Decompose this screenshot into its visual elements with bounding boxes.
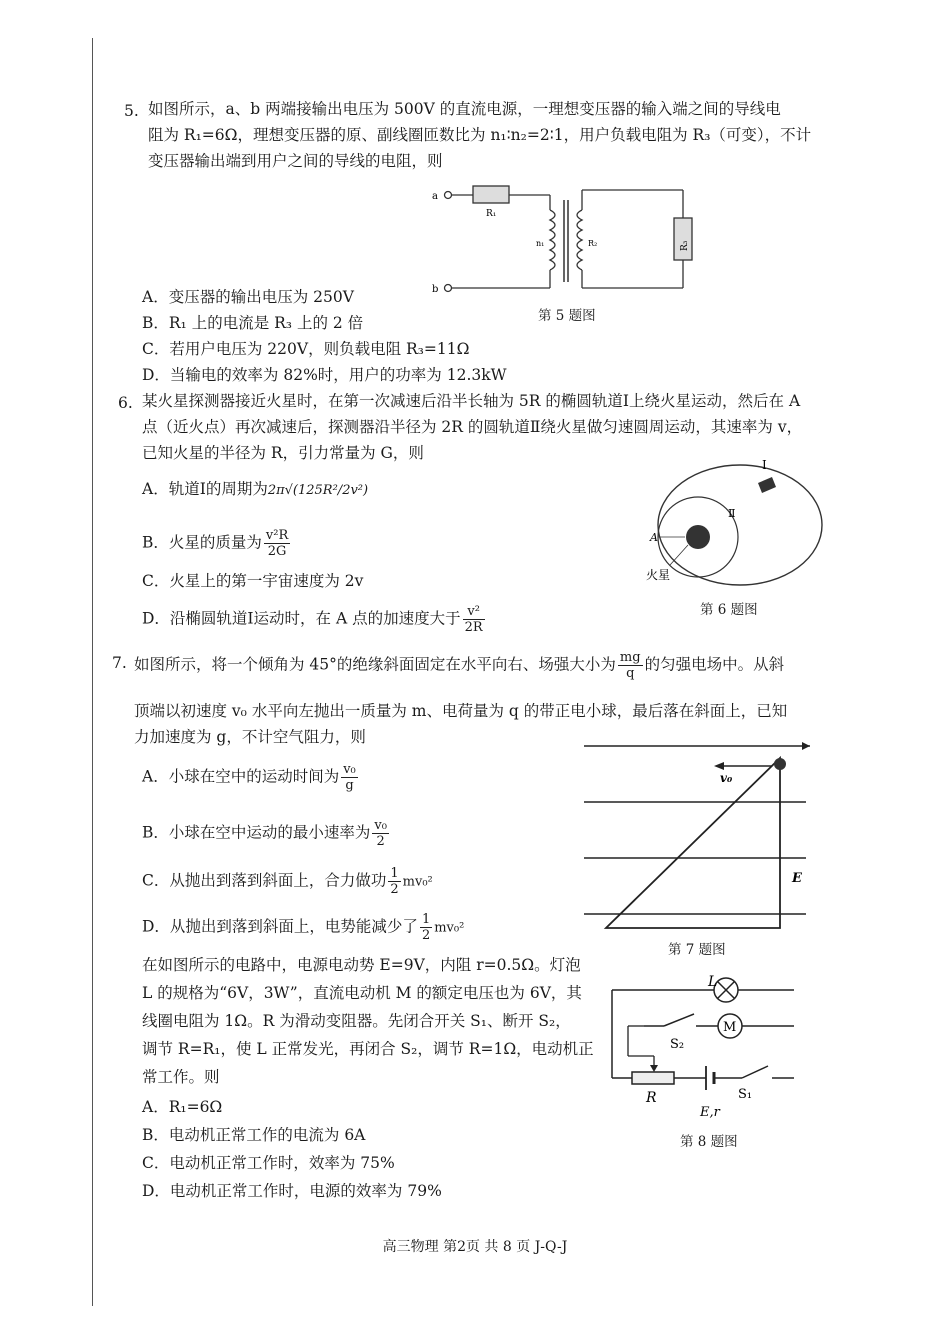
q8-stem-line3: 线圈电阻为 1Ω。R 为滑动变阻器。先闭合开关 S₁、断开 S₂， [142,1012,571,1030]
q7-option-b: B．小球在空中运动的最小速率为 $\frac{\text{v₀}}{2}$ [142,818,387,849]
q5-transformer-diagram [428,170,698,300]
q8-label-M: M [723,1020,737,1035]
q8-stem-line4: 调节 R=R₁，使 L 正常发光，再闭合 S₂，调节 R=1Ω，电动机正 [142,1040,594,1058]
q6-label-mars: 火星 [646,568,671,582]
q7-option-d: D．从抛出到落到斜面上，电势能减少了 $\frac{1}{2}$ mv₀² [142,912,465,943]
q7-incline-diagram [584,738,814,933]
q7-option-a: A．小球在空中的运动时间为 $\frac{\text{v₀}}{g}$ [142,762,356,793]
q5-r1-resistor [473,186,509,203]
q7-option-c: C．从抛出到落到斜面上，合力做功 $\frac{1}{2}$ mv₀² [142,866,433,897]
q5-label-b: b [432,284,439,295]
q6-stem-line2: 点（近火点）再次减速后，探测器沿半径为 2R 的圆轨道Ⅱ绕火星做匀速圆周运动，其速率为 v， [142,418,803,436]
q8-stem-line5: 常工作。则 [142,1068,220,1086]
q7-label-v0: v₀ [720,771,733,785]
q8-option-a: A．R₁=6Ω [142,1098,223,1116]
q6-orbit-diagram [640,455,830,595]
q5-stem-line2: 阻为 R₁=6Ω，理想变压器的原、副线圈匝数比为 n₁∶n₂=2∶1，用户负载电阻为 R₃（可变），不计 [148,126,812,144]
q6-stem-line1: 某火星探测器接近火星时，在第一次减速后沿半长轴为 5R 的椭圆轨道Ⅰ上绕火星运动，然后在 A [142,392,801,410]
q8-figure-caption: 第 8 题图 [680,1134,738,1150]
q8-switch-s1 [742,1066,768,1078]
q8-label-S2: S₂ [670,1037,685,1052]
q6-label-A: A [650,531,658,544]
q5-label-r1: R₁ [486,209,497,219]
q6-option-c: C．火星上的第一宇宙速度为 2v [142,572,364,590]
q5-label-r2: R₂ [588,239,598,248]
q6-option-a-formula: 2π√(125R²/2v²) [267,483,369,498]
q5-stem-line1: 如图所示，a、b 两端接输出电压为 500V 的直流电源，一理想变压器的输入端之间的导线电 [148,100,781,118]
q5-label-coil: n₁ [536,239,545,248]
q6-orbit-I [658,465,822,585]
q5-stem-line3: 变压器输出端到用户之间的导线的电阻，则 [148,152,443,170]
q8-switch-s2 [664,1014,694,1026]
q8-circuit-diagram [604,970,799,1125]
q8-option-c: C．电动机正常工作时，效率为 75% [142,1154,395,1172]
q7-stem-line3: 力加速度为 g，不计空气阻力，则 [134,728,366,746]
q6-label-orbit2: Ⅱ [728,507,736,520]
q5-option-a: A．变压器的输出电压为 250V [142,288,354,306]
page-footer: 高三物理 第2页 共 8 页 J-Q-J [382,1239,568,1255]
q6-option-d: D．沿椭圆轨道Ⅰ运动时，在 A 点的加速度大于 $\frac{\text{v²}}{2R}$ [142,604,483,635]
q5-option-b: B．R₁ 上的电流是 R₃ 上的 2 倍 [142,314,364,332]
q5-number: 5. [124,102,139,120]
binding-margin-line [92,38,93,1306]
q6-figure-caption: 第 6 题图 [700,602,758,618]
q5-figure-caption: 第 5 题图 [538,308,596,324]
q6-probe-icon [758,477,776,493]
q5-option-d: D．当输电的效率为 82%时，用户的功率为 12.3kW [142,366,507,384]
q6-number: 6. [118,394,133,412]
q8-rheostat [632,1072,674,1084]
q6-option-b: B．火星的质量为 $\frac{\text{v²R}}{2G}$ [142,528,289,559]
q7-label-E: E [792,871,802,886]
q7-stem-line1: 如图所示，将一个倾角为 45°的绝缘斜面固定在水平向右、场强大小为 $\frac{mg}{q}$ 的匀强电场中。从斜 [134,650,785,681]
q7-incline-triangle [606,758,780,928]
q6-label-orbit1: Ⅰ [762,458,767,472]
q7-stem-line2: 顶端以初速度 v₀ 水平向左抛出一质量为 m、电荷量为 q 的带正电小球，最后落在斜面上，已知 [134,702,788,720]
q8-option-b: B．电动机正常工作的电流为 6A [142,1126,366,1144]
q8-stem-line1: 在如图所示的电路中，电源电动势 E=9V，内阻 r=0.5Ω。灯泡 [142,956,581,974]
q8-label-R: R [646,1090,657,1106]
q6-stem-line3: 已知火星的半径为 R，引力常量为 G，则 [142,444,424,462]
q5-label-r3: R₃ [680,240,690,251]
q8-label-L: L [708,974,718,990]
q8-stem-line2: L 的规格为“6V，3W”，直流电动机 M 的额定电压也为 6V，其 [142,984,582,1002]
q6-option-a: A．轨道Ⅰ的周期为2π√(125R²/2v²) [142,480,369,498]
q5-option-c: C．若用户电压为 220V，则负载电阻 R₃=11Ω [142,340,470,358]
q7-number: 7. [112,654,127,672]
q7-ball [774,758,786,770]
q8-label-S1: S₁ [738,1087,753,1102]
q6-mars-planet [686,525,710,549]
q8-option-d: D．电动机正常工作时，电源的效率为 79% [142,1182,442,1200]
q5-r3-resistor [674,218,692,260]
q8-label-Er: E,r [700,1105,720,1120]
q7-figure-caption: 第 7 题图 [668,942,726,958]
q5-label-a: a [432,191,438,202]
